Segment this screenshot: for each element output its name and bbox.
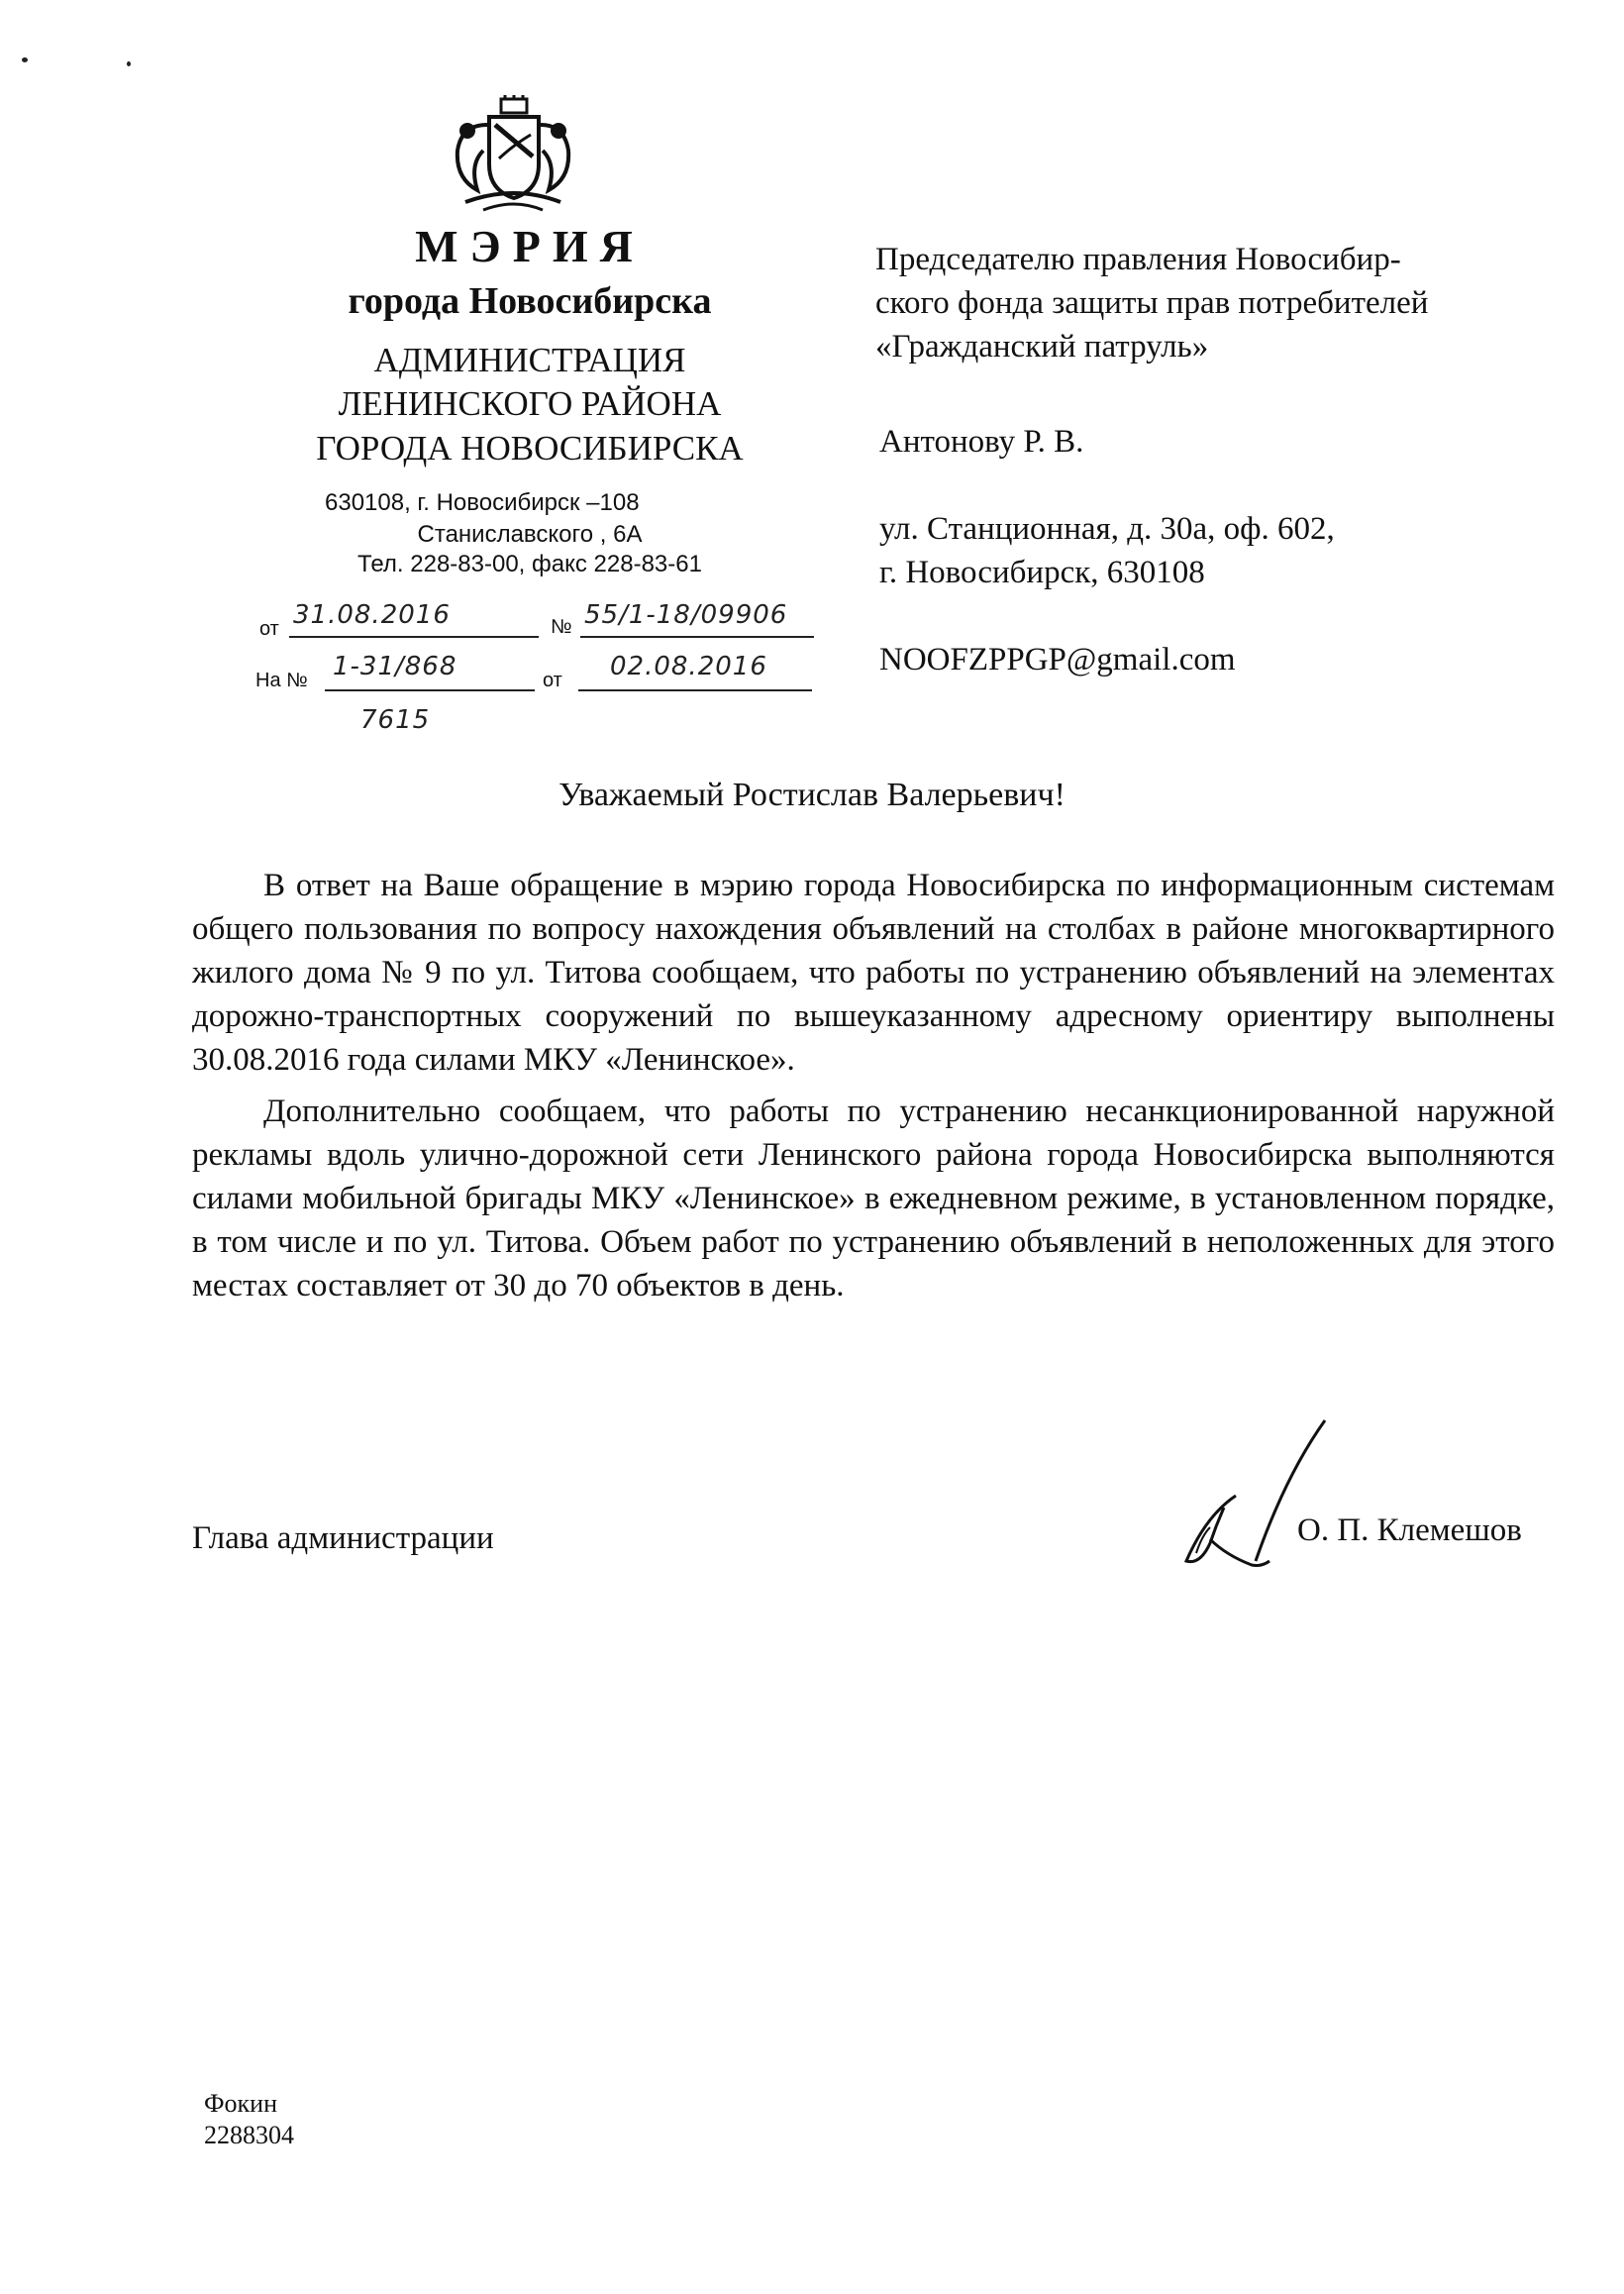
letterhead-address-line: Тел. 228-83-00, факс 228-83-61 xyxy=(357,551,702,577)
signatory-name: О. П. Клемешов xyxy=(1297,1512,1522,1548)
recipient-address-line: ул. Станционная, д. 30а, оф. 602, xyxy=(879,511,1335,547)
letterhead-admin-line: АДМИНИСТРАЦИЯ xyxy=(373,341,686,379)
body-paragraph: Дополнительно сообщаем, что работы по устранению несанкционированной наружной рекламы вдоль улично-дорожной сети Ленинского района города Новосибирска выполняются силами мобильной бригады МКУ «Ленинское» в ежедневном режиме, в установленном порядке, в том числе и по ул. Титова. Объем работ по устранению объявлений в неположенных для этого местах составляет от 30 до 70 объектов в день. xyxy=(192,1094,1555,1303)
letterhead-title: МЭРИЯ xyxy=(415,221,645,271)
reg-reply-label: На № xyxy=(255,670,308,691)
executor-phone: 2288304 xyxy=(204,2121,294,2149)
letter-body xyxy=(192,864,1555,1307)
recipient-line: «Гражданский патруль» xyxy=(875,329,1209,365)
recipient-email: NOOFZPPGP@gmail.com xyxy=(879,642,1236,678)
reg-reply-number: 1-31/868 xyxy=(333,652,457,681)
letterhead-admin-line: ЛЕНИНСКОГО РАЙОНА xyxy=(338,384,722,423)
salutation: Уважаемый Ростислав Валерьевич! xyxy=(558,777,1066,813)
reg-number-label: № xyxy=(551,616,572,638)
city-coat-of-arms-emblem xyxy=(444,95,582,214)
letterhead-admin-line: ГОРОДА НОВОСИБИРСКА xyxy=(316,429,744,468)
handwritten-signature xyxy=(1167,1416,1345,1575)
scan-speck xyxy=(127,61,131,66)
recipient-address-line: г. Новосибирск, 630108 xyxy=(879,555,1205,590)
reg-underline xyxy=(289,636,539,638)
reg-from-label: от xyxy=(259,618,279,640)
reg-reply-from-label: от xyxy=(543,670,562,691)
executor-name: Фокин xyxy=(204,2089,278,2118)
reg-number: 55/1-18/09906 xyxy=(584,600,788,630)
reg-reply-date: 02.08.2016 xyxy=(610,652,767,681)
signatory-title: Глава администрации xyxy=(192,1520,494,1556)
letterhead-city: города Новосибирска xyxy=(348,280,712,322)
reg-extra-number: 7615 xyxy=(360,705,431,735)
reg-underline xyxy=(580,636,814,638)
reg-underline xyxy=(578,689,812,691)
recipient-line: Председателю правления Новосибир- xyxy=(875,242,1401,277)
scan-speck xyxy=(22,57,28,62)
recipient-line: ского фонда защиты прав потребителей xyxy=(875,285,1429,321)
letterhead-address-line: Станиславского , 6А xyxy=(417,521,643,548)
letterhead-address-line: 630108, г. Новосибирск –108 xyxy=(325,489,640,516)
body-paragraph: В ответ на Ваше обращение в мэрию города Новосибирска по информационным системам общего пользования по вопросу нахождения объявлений на столбах в районе многоквартирного жилого дома № 9 по ул. Титова сообщаем, что работы по устранению объявлений на элементах дорожно-транспортных сооружений по вышеуказанному адресному ориентиру выполнены 30.08.2016 года силами МКУ «Ленинское». xyxy=(192,868,1555,1078)
reg-underline xyxy=(325,689,535,691)
recipient-name: Антонову Р. В. xyxy=(879,424,1084,460)
reg-from-date: 31.08.2016 xyxy=(293,600,451,630)
executor-block xyxy=(204,2088,294,2151)
